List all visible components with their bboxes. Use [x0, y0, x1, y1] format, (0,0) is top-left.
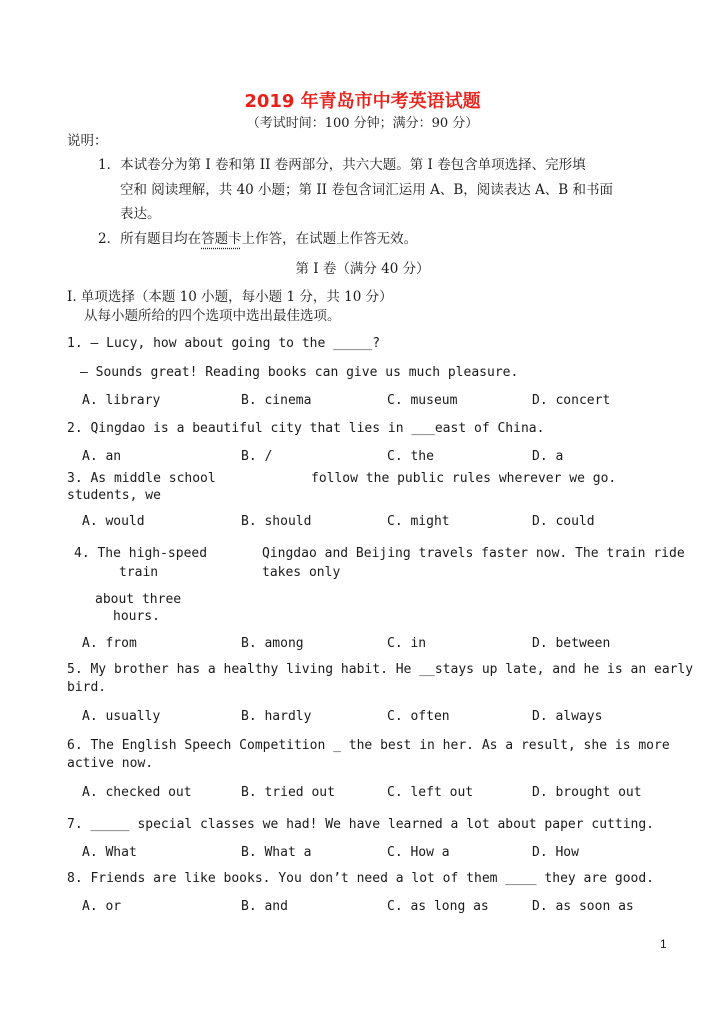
question-6-option-c: C. left out — [387, 785, 474, 800]
question-2-option-b: B. / — [241, 449, 273, 464]
section-instruction: 从每小题所给的四个选项中选出最佳选项。 — [84, 308, 341, 324]
question-8-option-d: D. as soon as — [532, 899, 634, 914]
volume-heading: 第 I 卷（满分 40 分） — [295, 261, 430, 277]
question-3-option-d: D. could — [532, 514, 595, 529]
question-5-option-a: A. usually — [82, 709, 161, 724]
question-8-option-a: A. or — [82, 899, 122, 914]
question-6-stem: 6. The English Speech Competition _ the best in her. As a result, she is more — [67, 738, 670, 753]
question-7-option-b: B. What a — [241, 845, 312, 860]
question-4-option-b: B. among — [241, 636, 304, 651]
question-5-option-d: D. always — [532, 709, 603, 724]
question-2-option-a: A. an — [82, 449, 122, 464]
question-4-option-a: A. from — [82, 636, 137, 651]
note-item-1-line-1: 1．本试卷分为第 I 卷和第 II 卷两部分，共六大题。第 I 卷包含单项选择、完形填 — [98, 157, 586, 173]
question-4-stem-part-3: Qingdao and Beijing travels faster now. The train ride — [262, 546, 685, 561]
question-1-option-a: A. library — [82, 393, 161, 408]
page-number: 1 — [660, 937, 667, 951]
question-6-option-a: A. checked out — [82, 785, 192, 800]
question-3-option-a: A. would — [82, 514, 145, 529]
question-4-stem-part-6: hours. — [113, 609, 160, 624]
question-2-option-d: D. a — [532, 449, 564, 464]
exam-subtitle: （考试时间：100 分钟；满分：90 分） — [246, 116, 479, 131]
question-2-option-c: C. the — [387, 449, 434, 464]
question-8-option-b: B. and — [241, 899, 288, 914]
question-4-stem-part-4: takes only — [262, 565, 341, 580]
question-5-stem: 5. My brother has a healthy living habit. He __stays up late, and he is an early — [67, 662, 694, 677]
question-8-stem: 8. Friends are like books. You don’t need a lot of them ____ they are good. — [67, 871, 654, 886]
question-7-option-c: C. How a — [387, 845, 450, 860]
question-3-stem-part-3: follow the public rules wherever we go. — [311, 471, 617, 486]
question-6-option-b: B. tried out — [241, 785, 335, 800]
question-3-option-b: B. should — [241, 514, 312, 529]
notes-label: 说明： — [67, 133, 108, 149]
question-1-reply: — Sounds great! Reading books can give us much pleasure. — [80, 365, 519, 380]
question-7-option-a: A. What — [82, 845, 137, 860]
question-7-option-d: D. How — [532, 845, 579, 860]
question-1-option-c: C. museum — [387, 393, 458, 408]
section-heading: I. 单项选择（本题 10 小题，每小题 1 分，共 10 分） — [67, 289, 393, 305]
question-4-stem-part-2: train — [119, 565, 159, 580]
note-item-2 — [98, 230, 417, 248]
question-6-stem-continued: active now. — [67, 756, 154, 771]
question-4-option-c: C. in — [387, 636, 427, 651]
question-6-option-d: D. brought out — [532, 785, 642, 800]
note-item-2-start: 2．所有题目均在 — [98, 231, 202, 247]
question-3-stem-part-2: students, we — [67, 488, 161, 503]
question-1-stem: 1. — Lucy, how about going to the _____? — [67, 336, 381, 351]
question-8-option-c: C. as long as — [387, 899, 489, 914]
question-5-option-c: C. often — [387, 709, 450, 724]
question-3-option-c: C. might — [387, 514, 450, 529]
note-item-2-end: 上作答，在试题上作答无效。 — [241, 231, 418, 247]
question-5-option-b: B. hardly — [241, 709, 312, 724]
question-1-option-d: D. concert — [532, 393, 611, 408]
question-4-option-d: D. between — [532, 636, 611, 651]
note-item-1-line-3: 表达。 — [120, 206, 161, 222]
question-2-stem: 2. Qingdao is a beautiful city that lies in ___east of China. — [67, 421, 545, 436]
question-7-stem: 7. _____ special classes we had! We have learned a lot about paper cutting. — [67, 817, 654, 832]
exam-title: 2019 年青岛市中考英语试题 — [244, 91, 481, 112]
note-item-1-line-2: 空和 阅读理解，共 40 小题；第 II 卷包含词汇运用 A、B，阅读表达 A、B 和书面 — [120, 182, 614, 198]
question-3-stem-part-1: 3. As middle school — [67, 471, 216, 486]
question-5-stem-continued: bird. — [67, 680, 107, 695]
question-1-option-b: B. cinema — [241, 393, 312, 408]
answer-sheet-emphasis: 答题卡 — [201, 231, 242, 247]
question-4-stem-part-1: 4. The high-speed — [74, 546, 208, 561]
question-4-stem-part-5: about three — [95, 592, 182, 607]
